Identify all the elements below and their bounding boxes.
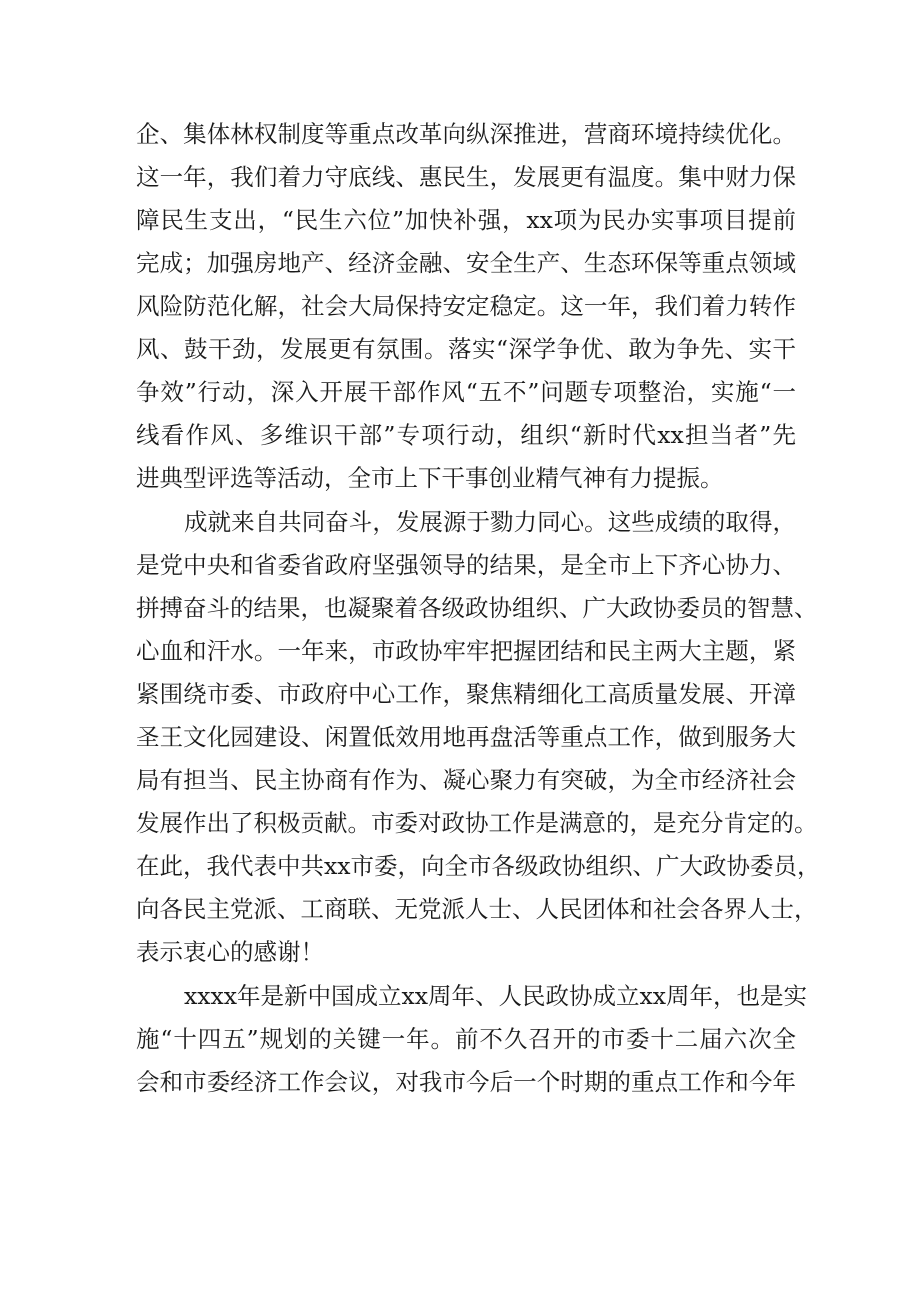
paragraph-line: 会和市委经济工作会议，对我市今后一个时期的重点工作和今年 bbox=[136, 1068, 796, 1096]
paragraph-line: 表示衷心的感谢！ bbox=[136, 938, 324, 966]
paragraph-line: 拼搏奋斗的结果，也凝聚着各级政协组织、广大政协委员的智慧、 bbox=[136, 594, 818, 622]
paragraph-line: 这一年，我们着力守底线、惠民生，发展更有温度。集中财力保 bbox=[136, 163, 796, 191]
paragraph-line: 线看作风、多维识干部”专项行动，组织“新时代xx担当者”先 bbox=[136, 421, 796, 449]
paragraph-line: 紧围绕市委、市政府中心工作，聚焦精细化工高质量发展、开漳 bbox=[136, 680, 796, 708]
paragraph-line: 施“十四五”规划的关键一年。前不久召开的市委十二届六次全 bbox=[136, 1025, 796, 1053]
paragraph-line: 发展作出了积极贡献。市委对政协工作是满意的，是充分肯定的。 bbox=[136, 809, 818, 837]
paragraph-line: 圣王文化园建设、闲置低效用地再盘活等重点工作，做到服务大 bbox=[136, 723, 796, 751]
paragraph-line: 在此，我代表中共xx市委，向全市各级政协组织、广大政协委员， bbox=[136, 852, 821, 880]
paragraph-line: 争效”行动，深入开展干部作风“五不”问题专项整治，实施“一 bbox=[136, 378, 796, 406]
paragraph-line: 心血和汗水。一年来，市政协牢牢把握团结和民主两大主题，紧 bbox=[136, 637, 796, 665]
paragraph-line: 成就来自共同奋斗，发展源于勠力同心。这些成绩的取得， bbox=[184, 508, 796, 536]
paragraph-line: 障民生支出，“民生六位”加快补强，xx项为民办实事项目提前 bbox=[136, 206, 796, 234]
paragraph-line: xxxx年是新中国成立xx周年、人民政协成立xx周年，也是实 bbox=[184, 982, 808, 1010]
paragraph-line: 企、集体林权制度等重点改革向纵深推进，营商环境持续优化。 bbox=[136, 120, 796, 148]
paragraph-line: 风险防范化解，社会大局保持安定稳定。这一年，我们着力转作 bbox=[136, 292, 796, 320]
paragraph-line: 是党中央和省委省政府坚强领导的结果，是全市上下齐心协力、 bbox=[136, 551, 796, 579]
paragraph-line: 向各民主党派、工商联、无党派人士、人民团体和社会各界人士， bbox=[136, 895, 818, 923]
paragraph-line: 完成；加强房地产、经济金融、安全生产、生态环保等重点领域 bbox=[136, 249, 796, 277]
paragraph-line: 风、鼓干劲，发展更有氛围。落实“深学争优、敢为争先、实干 bbox=[136, 335, 796, 363]
paragraph-line: 局有担当、民主协商有作为、凝心聚力有突破，为全市经济社会 bbox=[136, 766, 796, 794]
paragraph-line: 进典型评选等活动，全市上下干事创业精气神有力提振。 bbox=[136, 464, 724, 492]
